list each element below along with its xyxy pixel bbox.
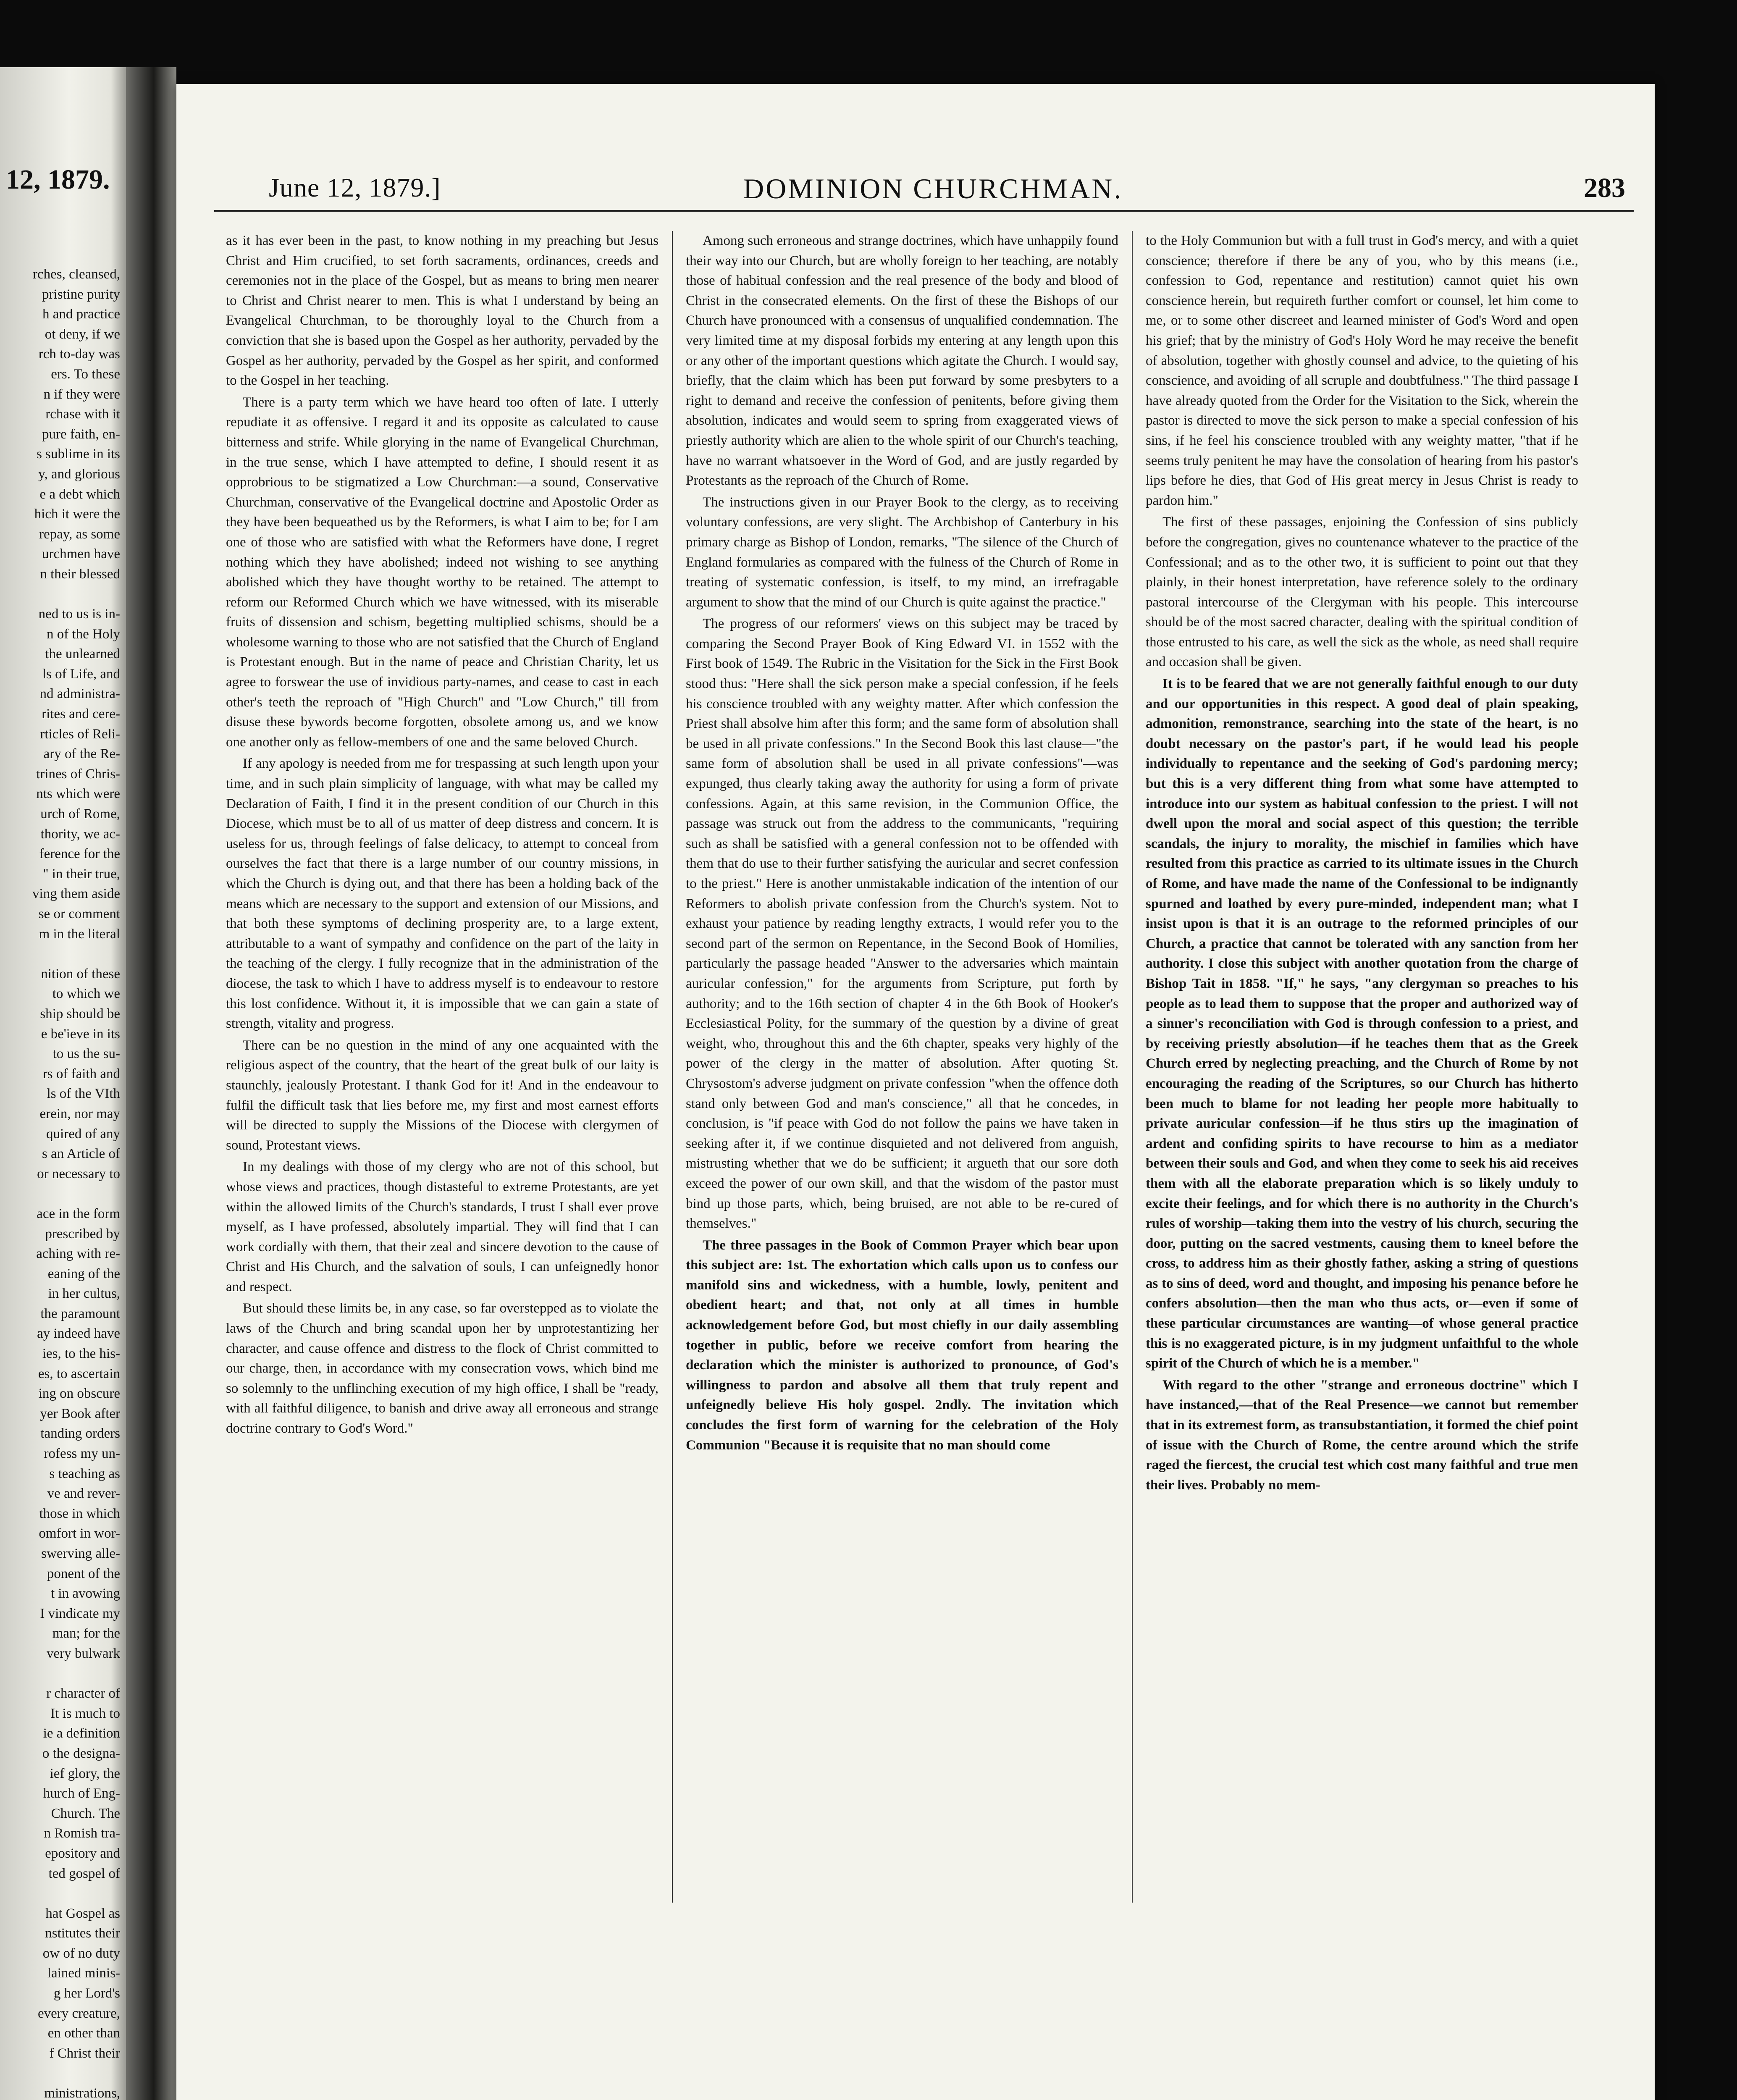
- page-number: 283: [1584, 173, 1625, 203]
- page-header: [214, 172, 1642, 206]
- facing-page-line: n of the Holy: [46, 626, 120, 642]
- facing-page-line: nts which were: [36, 786, 120, 802]
- facing-page-line: n if they were: [43, 386, 120, 402]
- facing-page-line: hurch of Eng-: [43, 1786, 120, 1801]
- article-paragraph: If any apology is needed from me for trespassing at such length upon your time, and in such plain simplicity of language, with what may be called my Declaration of Faith, I find it in the present condition of our Church in this Diocese, which must be to all of us matter of deep distress and concern. It is useless for us, through feelings of false delicacy, to attempt to conceal from ourselves the fact that there is a large number of our country missions, in which the Church is dying out, and that there has been a holding back of the means which are necessary to the support and extension of our Missions, and that both these symptoms of declining prosperity are, to a large extent, attributable to a want of sympathy and confidence on the part of the laity in the teaching of the clergy. I fully recognize that in the administration of the diocese, the task to which I have to address myself is to endeavour to restore this lost confidence. Without it, it is impossible that we can gain a state of strength, vitality and progress.: [226, 756, 659, 1032]
- facing-page-line: thority, we ac-: [40, 826, 120, 842]
- facing-page-line: ve and rever-: [47, 1486, 120, 1502]
- facing-page-line: pristine purity: [42, 286, 120, 302]
- facing-page-line: the paramount: [40, 1306, 120, 1321]
- facing-page-line: se or comment: [38, 906, 120, 921]
- column-divider: [1132, 231, 1133, 1903]
- facing-page-line: ot deny, if we: [45, 326, 120, 342]
- facing-page-line: in her cultus,: [48, 1286, 120, 1302]
- facing-page-line: y, and glorious: [38, 466, 120, 482]
- facing-page-line: to which we: [52, 986, 120, 1002]
- article-paragraph: There can be no question in the mind of any one acquainted with the religious aspect of the country, that the heart of the great bulk of our laity is staunchly, jealously Protestant. I thank God for it! And in the endeavour to fulfil the difficult task that lies before me, my first and most earnest efforts will be directed to supply the Missions of the Diocese with clergymen of sound, Protestant views.: [226, 1037, 659, 1153]
- article-paragraph: It is to be feared that we are not generally faithful enough to our duty and our opportunities in this respect. A good deal of plain speaking, admonition, remonstrance, searching into the state of the heart, is no doubt necessary on the pastor's part, if he would lead his people individually to repentance and the seeking of God's pardoning mercy; but this is a very different thing from what some have attempted to introduce into our system as habitual confession to the priest. I will not dwell upon the moral and social aspect of this question; the terrible scandals, the injury to morality, the mischief in families which have resulted from this practice as carried to its ultimate issues in the Church of Rome, and have made the name of the Confessional to be indignantly spurned and loathed by every pure-minded, independent man; what I insist upon is that it is an outrage to the reformed principles of our Church, a practice that cannot be tolerated with any sanction from her authority. I close this subject with another quotation from the charge of Bishop Tait in 1858. "If," he says, "any clergyman so preaches to his people as to lead them to suppose that the proper and authorized way of a sinner's reconciliation with God is through confession to a priest, and by receiving priestly absolution—if he teaches them that as the Greek Church erred by neglecting preaching, and the Church of Rome by not encouraging the reading of the Scriptures, so our Church has hitherto been much to blame for not leading her people more habitually to private auricular confession—if he thus stirs up the imagination of ardent and confiding spirits to have recourse to him as a mediator between their souls and God, and when they come to seek his aid receives them with all the elaborate preparation which is so likely unduly to excite their feelings, and for which there is no authority in the Church's rules of worship—taking them into the vestry of his church, securing the door, putting on the sacred vestments, causing them to kneel before the cross, to address him as their ghostly father, asking a string of questions as to sins of deed, word and thought, and imposing his penance before he confers absolution—then the man who thus acts, or—even if some of these particular circumstances are wanting—of whose general practice this is no exaggerated picture, is in my judgment unfaithful to the whole spirit of the Church of which he is a member.": [1146, 676, 1578, 1371]
- facing-page-line: trines of Chris-: [36, 766, 120, 782]
- column-divider: [672, 231, 673, 1903]
- facing-page-line: urchmen have: [42, 546, 120, 562]
- article-paragraph: The instructions given in our Prayer Book to the clergy, as to receiving voluntary confessions, are very slight. The Archbishop of Canterbury in his primary charge as Bishop of London, remarks, "The silence of the Church of England formularies as compared with the fulness of the Church of Rome in treating of systematic confession, is itself, to my mind, an irrefragable argument to show that the mind of our Church is quite against the practice.": [686, 494, 1118, 610]
- facing-page-line: to us the su-: [52, 1046, 120, 1062]
- facing-page-line: ow of no duty: [42, 1945, 120, 1961]
- article-paragraph: as it has ever been in the past, to know nothing in my preaching but Jesus Christ and Him crucified, to set forth sacraments, ordinances, creeds and ceremonies not in the place of the Gospel, but as means to bring men nearer to Christ and Christ nearer to men. This is what I understand by being an Evangelical Churchman, to be thoroughly loyal to the Church from a conviction that she is based upon the Gospel as her authority, pervaded by the Gospel as her authority, pervaded by the Gospel as her spirit, and conformed to the Gospel in her teaching.: [226, 233, 659, 388]
- facing-page-line: tanding orders: [40, 1426, 120, 1441]
- facing-page-line: ay indeed have: [37, 1326, 120, 1341]
- article-paragraph: With regard to the other "strange and erroneous doctrine" which I have instanced,—that of the Real Presence—we cannot but remember that in its extremest form, as transubstantiation, it formed the chief point of issue with the Church of Rome, the centre around which the strife raged the fiercest, the crucial test which cost many faithful and true men their lives. Probably no mem-: [1146, 1377, 1578, 1493]
- facing-page-line: repay, as some: [39, 526, 120, 542]
- facing-page-line: Church. The: [51, 1806, 120, 1821]
- facing-page-line: or necessary to: [37, 1166, 120, 1181]
- article-paragraph: There is a party term which we have heard too often of late. I utterly repudiate it as offensive. I regard it and its opposite as calculated to cause bitterness and strife. While glorying in the name of Evangelical Churchman, in the true sense, which I have attempted to define, I should resent it as opprobrious to be stigmatized a Low Churchman:—a sound, Conservative Churchman, conservative of the Evangelical doctrine and Apostolic Order as they have been bequeathed us by the Reformers, is what I aim to be; for I am one of those who are satisfied with what the Reformers have done, I regret nothing which they have abolished; indeed not wishing to see anything abolished which they have thought worthy to be retained. The attempt to reform our Reformed Church which we have witnessed, with its miserable fruits of dissension and schism, begetting multiplied schisms, should be a wholesome warning to those who are not satisfied that the Church of England is Protestant enough. But in the name of peace and Christian Charity, let us agree to forswear the use of invidious party-names, and cease to cast in each other's teeth the reproach of "High Church" and "Low Church," till from disuse these bywords become forgotten, obsolete among us, and we know one another only as fellow-members of one and the same beloved Church.: [226, 394, 659, 750]
- facing-page-line: prescribed by: [45, 1226, 120, 1242]
- facing-page-line: epository and: [45, 1845, 120, 1861]
- facing-page-line: urch of Rome,: [40, 806, 120, 822]
- facing-page-line: ned to us is in-: [38, 606, 120, 622]
- facing-page-line: s an Article of: [42, 1146, 120, 1162]
- facing-page-line: h and practice: [42, 307, 120, 322]
- facing-page-line: ls of the VIth: [47, 1086, 120, 1102]
- facing-page-line: ief glory, the: [50, 1766, 120, 1781]
- facing-page-line: those in which: [39, 1506, 120, 1521]
- facing-page-line: ing on obscure: [38, 1386, 120, 1402]
- facing-page-line: omfort in wor-: [39, 1526, 120, 1541]
- facing-page-line: ace in the form: [37, 1206, 120, 1221]
- article-paragraph: to the Holy Communion but with a full trust in God's mercy, and with a quiet conscience; therefore if there be any of you, who by this means (i.e., confession to God, repentance and restitution) cannot quiet his own conscience herein, but requireth further comfort or counsel, let him come to me, or to some other discreet and learned minister of God's Word and open his grief; that by the ministry of God's Holy Word he may receive the benefit of absolution, together with ghostly counsel and advice, to the quieting of his conscience, and avoiding of all scruple and doubtfulness." The third passage I have already quoted from the Order for the Visitation to the Sick, wherein the pastor is directed to move the sick person to make a special confession of his sins, if he feel his conscience troubled with any weighty matter, "that if he seems truly penitent he may have the consolation of hearing from his pastor's lips before he dies, that God of His great mercy in Jesus Christ is ready to pardon him.": [1146, 233, 1578, 508]
- facing-page-line: man; for the: [52, 1626, 120, 1641]
- facing-page-line: It is much to: [50, 1706, 120, 1721]
- facing-page-line: lained minis-: [47, 1966, 120, 1981]
- facing-page-line: ship should be: [40, 1006, 120, 1021]
- facing-page-line: erein, nor may: [39, 1106, 120, 1121]
- facing-page-line: [6, 1884, 120, 1904]
- facing-page-line: I vindicate my: [40, 1606, 120, 1621]
- article-paragraph: The first of these passages, enjoining the Confession of sins publicly before the congregation, gives no countenance whatever to the practice of the Confessional; and as to the other two, it is sufficient to point out that they plainly, in their honest interpretation, have reference solely to the ordinary pastoral intercourse of the Clergyman with his people. This intercourse should be of the most sacred character, dealing with the spiritual condition of those entrusted to his care, as well the sick as the whole, as need shall require and occasion shall be given.: [1146, 514, 1578, 670]
- facing-page-line: o the designa-: [42, 1746, 120, 1761]
- facing-page-line: ary of the Re-: [43, 746, 120, 762]
- article-paragraph: In my dealings with those of my clergy who are not of this school, but whose views and practices, though distasteful to extreme Protestants, are yet within the allowed limits of the Church's standards, I trust I shall ever prove myself, as I have professed, absolutely impartial. They will find that I can work cordially with them, that their zeal and sincere devotion to the cause of Christ and His Church, and the salvation of souls, I can unfeignedly honor and respect.: [226, 1159, 659, 1294]
- facing-page-line: r character of: [46, 1686, 120, 1701]
- facing-page-line: ls of Life, and: [42, 666, 120, 682]
- facing-page-line: rch to-day was: [38, 346, 120, 362]
- book-gutter: [126, 67, 176, 2100]
- facing-page-line: ies, to the his-: [42, 1346, 120, 1362]
- facing-page-line: [6, 1664, 120, 1684]
- facing-page-line: ers. To these: [51, 366, 120, 382]
- facing-page-line: pure faith, en-: [42, 426, 120, 442]
- facing-page-line: ference for the: [39, 846, 120, 862]
- facing-page-line: t in avowing: [51, 1586, 120, 1601]
- masthead-title: DOMINION CHURCHMAN.: [743, 173, 1123, 205]
- facing-page-line: " in their true,: [43, 866, 120, 882]
- facing-page-line: rchase with it: [45, 407, 120, 422]
- facing-page-line: ie a definition: [43, 1726, 120, 1741]
- facing-page-line: m in the literal: [39, 926, 120, 942]
- facing-page-line: n Romish tra-: [44, 1826, 120, 1841]
- facing-page-line: [6, 1184, 120, 1204]
- facing-page-line: [6, 2063, 120, 2084]
- facing-page-line: nstitutes their: [45, 1926, 120, 1941]
- facing-page-line: e be'ieve in its: [41, 1026, 120, 1042]
- text-column-3: [1146, 231, 1578, 1911]
- facing-page-line: swerving alle-: [41, 1546, 120, 1561]
- facing-page-line: yer Book after: [40, 1406, 120, 1421]
- facing-page-line: [6, 944, 120, 964]
- article-paragraph: Among such erroneous and strange doctrines, which have unhappily found their way into our Church, but are wholly foreign to her teaching, are notably those of habitual confession and the real presence of the body and blood of Christ in the consecrated elements. On the first of these the Bishops of our Church have pronounced with a consensus of unqualified condemnation. The very limited time at my disposal forbids my entering at any length upon this or any other of the important questions which agitate the Church. I would say, briefly, that the claim which has been put forward by some presbyters to a right to demand and receive the confession of penitents, before giving them absolution, indicates and would seem to spring from exaggerated views of priestly authority which are alien to the whole spirit of our Church's teaching, have no warrant whatsoever in the Word of God, and are justly regarded by Protestants as the reproach of the Church of Rome.: [686, 233, 1118, 488]
- facing-page-line: en other than: [47, 2026, 120, 2041]
- text-column-1: [226, 231, 659, 1911]
- facing-page-line: f Christ their: [49, 2045, 120, 2061]
- facing-page-line: rs of faith and: [42, 1066, 120, 1082]
- issue-date: June 12, 1879.]: [269, 173, 441, 202]
- header-rule: [214, 210, 1634, 212]
- article-paragraph: The progress of our reformers' views on this subject may be traced by comparing the Second Prayer Book of King Edward VI. in 1552 with the First book of 1549. The Rubric in the Visitation for the Sick in the First Book stood thus: "Here shall the sick person make a special confession, if he feels his conscience troubled with any weighty matter. After which confession the Priest shall absolve him after this form; and the same form of absolution shall be used in all private confessions." In the Second Book this last clause—"the same form of absolution shall be used in all private confessions"—was expunged, thus clearly taking away the authority for using a form of private confessions. Again, at this same revision, in the Communion Office, the passage was struck out from the address to the communicants, "requiring such as shall be satisfied with a general confession not to be offended with them that do use to their further satisfying the auricular and secret confession to the priest." Here is another unmistakable indication of the intention of our Reformers to abolish private confession from the Church's system. Not to exhaust your patience by reading lengthy extracts, I would refer you to the second part of the sermon on Repentance, in the Second Book of Homilies, particularly the passage headed "Answer to the adversaries which maintain auricular confession," for the arguments from Scripture, put forth by authority; and to the 16th section of chapter 4 in the 6th Book of Hooker's Ecclesiastical Polity, for the summary of the question by a divine of great weight, who, throughout this and the 6th chapter, speaks very highly of the power of the clergy in the matter of absolution. After quoting St. Chrysostom's adverse judgment on private confession "when the offence doth stand only between God and man's conscience," all that he concedes, in conclusion, is "if peace with God do not follow the pains we have taken in seeking after it, if we continue disquieted and not delivered from anguish, mistrusting whether that we do be sufficient; it argueth that our sore doth exceed the power of our own skill, and that the wisdom of the pastor must bind up those parts, which, being bruised, are not able to be re-cured of themselves.": [686, 616, 1118, 1231]
- facing-page-line: ministrations,: [44, 2086, 120, 2100]
- facing-page-line: es, to ascertain: [38, 1366, 120, 1381]
- article-paragraph: The three passages in the Book of Common Prayer which bear upon this subject are: 1st. The exhortation which calls upon us to confess our manifold sins and wickedness, with a humble, lowly, penitent and obedient heart; and that, not only at all times in humble acknowledgement before God, but most chiefly in our daily assembling together in public, before we receive comfort from hearing the declaration which the minister is authorized to pronounce, of God's willingness to pardon and absolve all them that truly repent and unfeignedly believe His holy gospel. 2ndly. The invitation which concludes the first form of warning for the celebration of the Holy Communion "Because it is requisite that no man should come: [686, 1237, 1118, 1453]
- facing-page-line: e a debt which: [39, 486, 120, 502]
- facing-page-header: 12, 1879.: [6, 164, 110, 195]
- facing-page-line: every creature,: [37, 2006, 120, 2021]
- facing-page-line: the unlearned: [45, 646, 120, 662]
- facing-page-line: s sublime in its: [37, 446, 120, 462]
- facing-page-line: rofess my un-: [44, 1446, 120, 1462]
- facing-page-line: rticles of Reli-: [40, 726, 120, 742]
- facing-page-line: hich it were the: [34, 507, 120, 522]
- facing-page-line: ponent of the: [47, 1566, 120, 1581]
- facing-page-line: rites and cere-: [42, 706, 120, 722]
- text-column-2: [686, 231, 1118, 1911]
- newspaper-page: [176, 84, 1655, 2100]
- facing-page-line: n their blessed: [40, 566, 120, 582]
- facing-page-line: aching with re-: [36, 1246, 120, 1262]
- facing-page-line: s teaching as: [49, 1466, 120, 1481]
- facing-page-line: eaning of the: [47, 1266, 120, 1281]
- facing-page-line: g her Lord's: [53, 1986, 120, 2001]
- facing-page-line: ted gospel of: [48, 1866, 120, 1881]
- facing-page-line: very bulwark: [46, 1646, 120, 1661]
- facing-page-line: nd administra-: [39, 686, 120, 702]
- facing-page-strip: [0, 67, 126, 2100]
- facing-page-line: [6, 585, 120, 605]
- facing-page-line: quired of any: [46, 1126, 120, 1142]
- facing-page-line: nition of these: [41, 966, 120, 982]
- facing-page-line: hat Gospel as: [45, 1906, 120, 1921]
- facing-page-line: ving them aside: [32, 886, 120, 902]
- article-paragraph: But should these limits be, in any case, so far overstepped as to violate the laws of the Church and bring scandal upon her by unprotestantizing her character, and cause offence and distress to the flock of Christ committed to our charge, then, in accordance with my consecration vows, which bind me so solemnly to the unflinching execution of my high office, I shall be "ready, with all faithful diligence, to banish and drive away all erroneous and strange doctrine contrary to God's Word.": [226, 1301, 659, 1436]
- facing-page-text: [6, 265, 120, 2100]
- facing-page-line: rches, cleansed,: [33, 267, 120, 282]
